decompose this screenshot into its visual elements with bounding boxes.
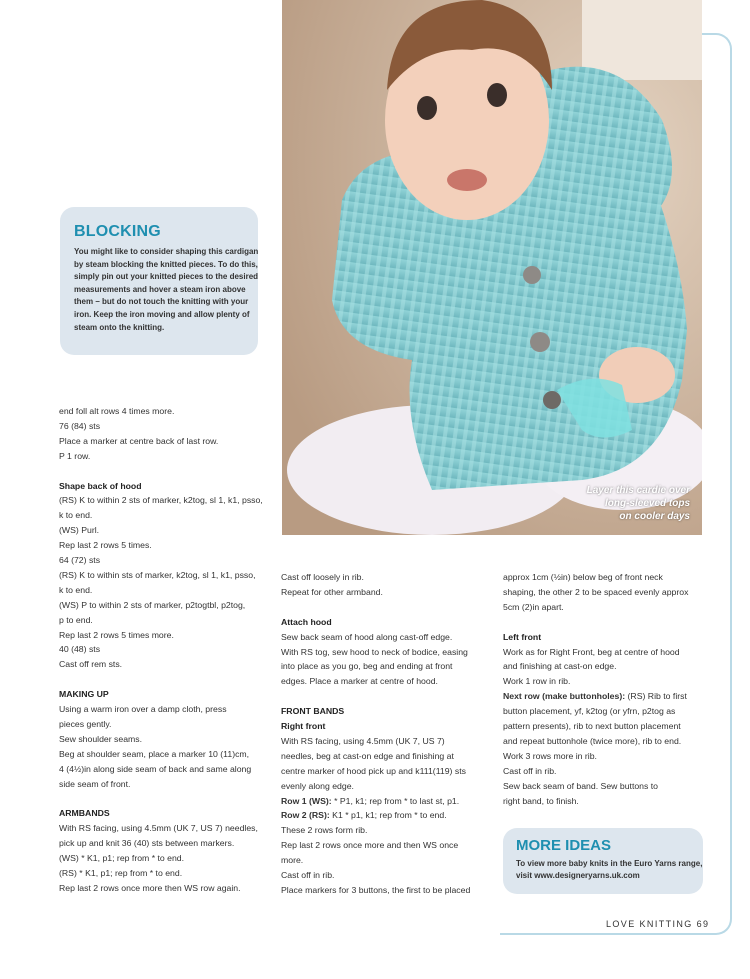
front-bands-heading: FRONT BANDS [281, 706, 345, 717]
text-line: k to end. [59, 510, 93, 521]
attach-hood-heading: Attach hood [281, 616, 332, 627]
text-line: Place a marker at centre back of last row. [59, 435, 219, 446]
page-number: 69 [696, 919, 710, 929]
text-line: Rep last 2 rows 5 times. [59, 540, 152, 551]
photo-illustration [282, 0, 702, 535]
text-line: and repeat buttonhole (twice more), rib to end. [503, 735, 682, 746]
text-line: (WS) P to within 2 sts of marker, p2togtbl, p2tog, [59, 599, 246, 610]
text-line: With RS facing, using 4.5mm (UK 7, US 7) [281, 735, 445, 746]
text-line: Sew shoulder seams. [59, 733, 143, 744]
text-line: (RS) K to within 2 sts of marker, k2tog, sl 1, k1, psso, [59, 495, 263, 506]
pattern-column-2 [281, 570, 491, 898]
text-line: (WS) Purl. [59, 525, 100, 536]
text-line: approx 1cm (½in) below beg of front neck [503, 572, 663, 582]
pattern-column-3 [503, 570, 708, 808]
text-line: Rep last 2 rows once more and then WS once [281, 840, 459, 851]
buttonhole-row-instruction: Next row (make buttonholes): (RS) Rib to first [503, 691, 687, 702]
text-line: shaping, the other 2 to be spaced evenly approx [503, 586, 689, 597]
row-1-instruction: Row 1 (WS): * P1, k1; rep from * to last st, p1. [281, 795, 460, 806]
text-line: These 2 rows form rib. [281, 825, 368, 836]
blocking-tip-box [60, 207, 258, 355]
text-line: (WS) * K1, p1; rep from * to end. [59, 853, 185, 864]
page-footer [606, 919, 709, 929]
text-line: Beg at shoulder seam, place a marker 10 (11)cm, [59, 748, 250, 759]
text-line: centre marker of hood pick up and k111(119) sts [281, 765, 466, 776]
text-line: (RS) * K1, p1; rep from * to end. [59, 868, 183, 879]
text-line: Place markers for 3 buttons, the first to be placed [281, 885, 471, 895]
text-line: needles, beg at cast-on edge and finishing at [281, 750, 454, 761]
text-line: pieces gently. [59, 719, 112, 729]
text-line: 40 (48) sts [59, 644, 101, 655]
text-line: Rep last 2 rows once more then WS row again. [59, 882, 241, 893]
text-line: 4 (4½)in along side seam of back and same along [59, 763, 252, 774]
armbands-heading: ARMBANDS [59, 808, 110, 819]
text-line: pick up and knit 36 (40) sts between markers. [59, 838, 235, 849]
text-line: 64 (72) sts [59, 555, 101, 566]
text-line: Sew back seam of band. Sew buttons to [503, 780, 659, 791]
text-line: pattern presents), rib to next button placement [503, 721, 681, 732]
right-front-heading: Right front [281, 721, 326, 732]
row-2-instruction: Row 2 (RS): K1 * p1, k1; rep from * to end. [281, 810, 447, 821]
text-line: into place as you go, beg and ending at front [281, 661, 453, 672]
text-line: 5cm (2)in apart. [503, 601, 564, 612]
blocking-title: BLOCKING [74, 223, 161, 240]
text-line: 76 (84) sts [59, 420, 101, 431]
blocking-text: You might like to consider shaping this cardigan by steam blocking the knitted pieces. To do this, simply pin out your knitted pieces to the desired measurements and hover a steam iron above them – but do not touch the knitting with your iron. Keep the iron moving and allow plenty of steam onto the knitting. [74, 247, 259, 332]
more-ideas-title: MORE IDEAS [516, 837, 612, 854]
text-line: Rep last 2 rows 5 times more. [59, 629, 174, 640]
text-line: P 1 row. [59, 450, 91, 461]
making-up-heading: MAKING UP [59, 689, 109, 700]
text-line: end foll alt rows 4 times more. [59, 406, 175, 416]
more-ideas-text: To view more baby knits in the Euro Yarns range, visit www.designeryarns.uk.com [516, 859, 703, 880]
text-line: With RS tog, sew hood to neck of bodice, easing [281, 646, 468, 657]
text-line: button placement, yf, k2tog (or yfrn, p2tog as [503, 706, 676, 717]
text-line: edges. Place a marker at centre of hood. [281, 676, 438, 687]
shape-back-hood-heading: Shape back of hood [59, 480, 142, 491]
left-front-heading: Left front [503, 631, 542, 642]
text-line: With RS facing, using 4.5mm (UK 7, US 7) needles, [59, 823, 258, 834]
text-line: Repeat for other armband. [281, 586, 383, 597]
magazine-name: LOVE KNITTING [606, 919, 693, 929]
text-line: Cast off in rib. [503, 765, 557, 776]
text-line: more. [281, 855, 304, 866]
text-line: Sew back seam of hood along cast-off edge. [281, 631, 453, 642]
baby-cardigan-photo [282, 0, 702, 535]
text-line: Work 3 rows more in rib. [503, 750, 597, 761]
pattern-column-1 [59, 404, 279, 896]
more-ideas-box [503, 828, 703, 894]
text-line: side seam of front. [59, 778, 131, 789]
text-line: Cast off in rib. [281, 870, 335, 881]
text-line: k to end. [59, 584, 93, 595]
text-line: right band, to finish. [503, 795, 579, 806]
photo-caption: Layer this cardie over long-sleeved tops on cooler days [586, 485, 690, 522]
text-line: Work 1 row in rib. [503, 676, 571, 687]
text-line: Work as for Right Front, beg at centre of hood [503, 646, 680, 657]
text-line: Cast off loosely in rib. [281, 572, 364, 582]
text-line: and finishing at cast-on edge. [503, 661, 617, 672]
text-line: evenly along edge. [281, 780, 354, 791]
text-line: (RS) K to within sts of marker, k2tog, sl 1, k1, psso, [59, 569, 256, 580]
text-line: Cast off rem sts. [59, 659, 123, 670]
text-line: Using a warm iron over a damp cloth, press [59, 704, 227, 715]
text-line: p to end. [59, 614, 93, 625]
